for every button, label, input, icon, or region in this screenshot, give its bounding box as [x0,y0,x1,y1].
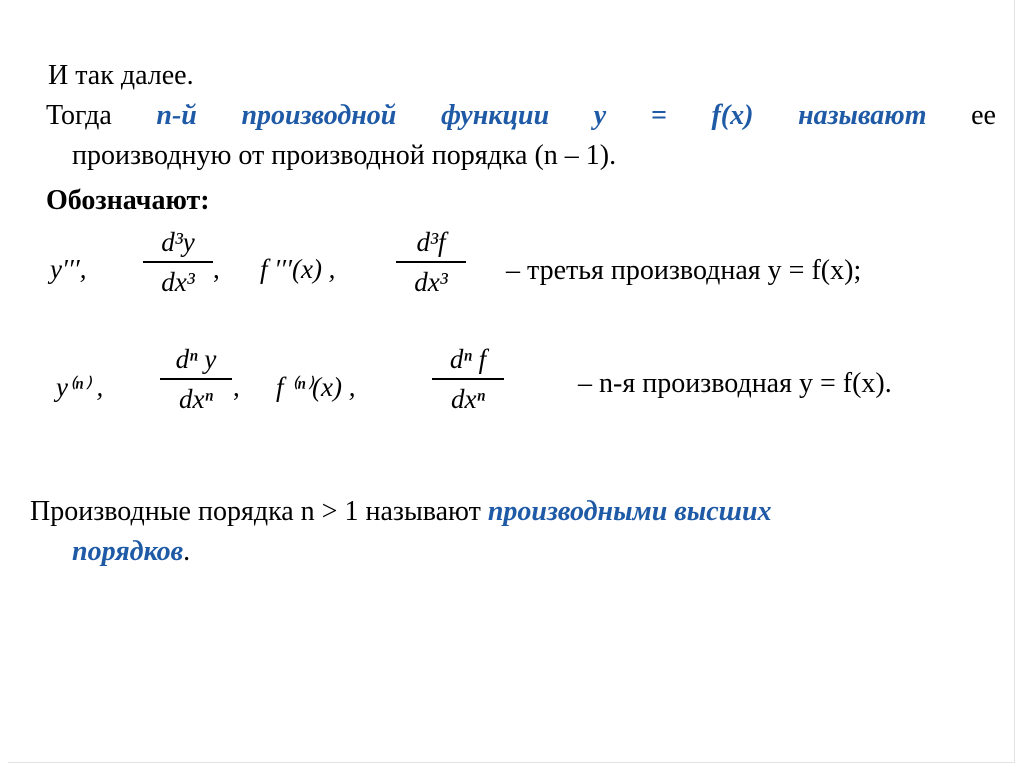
fraction-denominator: dx³ [161,266,195,297]
definition-line-2: производную от производной порядка (n – 1). [72,140,617,171]
fraction-numerator: d³y [161,227,195,257]
word-its: ее [971,100,996,131]
fraction-dnf-dxn [432,342,504,416]
higher-order-term-2: порядков [72,536,184,567]
word-then: Тогда [46,100,112,131]
term-fx: f(x) [711,100,754,131]
fraction-dny-dxn [160,342,232,416]
higher-order-line-2 [72,536,190,568]
fraction-bar [160,378,232,380]
fraction-bar [396,261,466,263]
term-y: y [593,100,607,131]
term-derivative: производной [241,100,397,131]
fraction-d3y-dx3 [143,225,213,299]
term-function: функции [440,100,550,131]
fraction-d3f-dx3 [396,225,466,299]
definition-line-1 [46,100,996,132]
higher-order-line-1 [30,496,772,528]
higher-order-prefix: Производные порядка n > 1 называют [30,496,481,527]
f-triple-prime-x: f ′′′(x) , [260,254,336,284]
fraction-numerator: dⁿ y [175,344,217,374]
fraction-numerator: dⁿ f [449,344,487,374]
y-triple-prime: y′′′, [50,254,87,284]
f-n-x: f ⁽ⁿ⁾(x) , [276,372,356,402]
denote-heading: Обозначают: [46,185,210,216]
fraction-bar [143,261,213,263]
nth-derivative-caption: – n-я производная y = f(x). [578,368,892,399]
slide [8,0,1015,763]
term-nth: n-й [156,100,197,131]
fraction-numerator: d³f [416,227,446,257]
term-equals: = [650,100,667,131]
fraction-denominator: dxⁿ [179,383,213,414]
y-n: y⁽ⁿ⁾ , [56,372,104,402]
comma: , [213,254,220,284]
third-derivative-caption: – третья производная y = f(x); [506,255,862,286]
higher-order-term-1: производными высших [487,496,772,527]
fraction-denominator: dx³ [414,266,448,297]
term-called: называют [798,100,927,131]
comma: , [233,372,240,402]
line-and-so-on: И так далее. [48,60,194,91]
fraction-denominator: dxⁿ [451,383,485,414]
fraction-bar [432,378,504,380]
period: . [183,536,191,567]
